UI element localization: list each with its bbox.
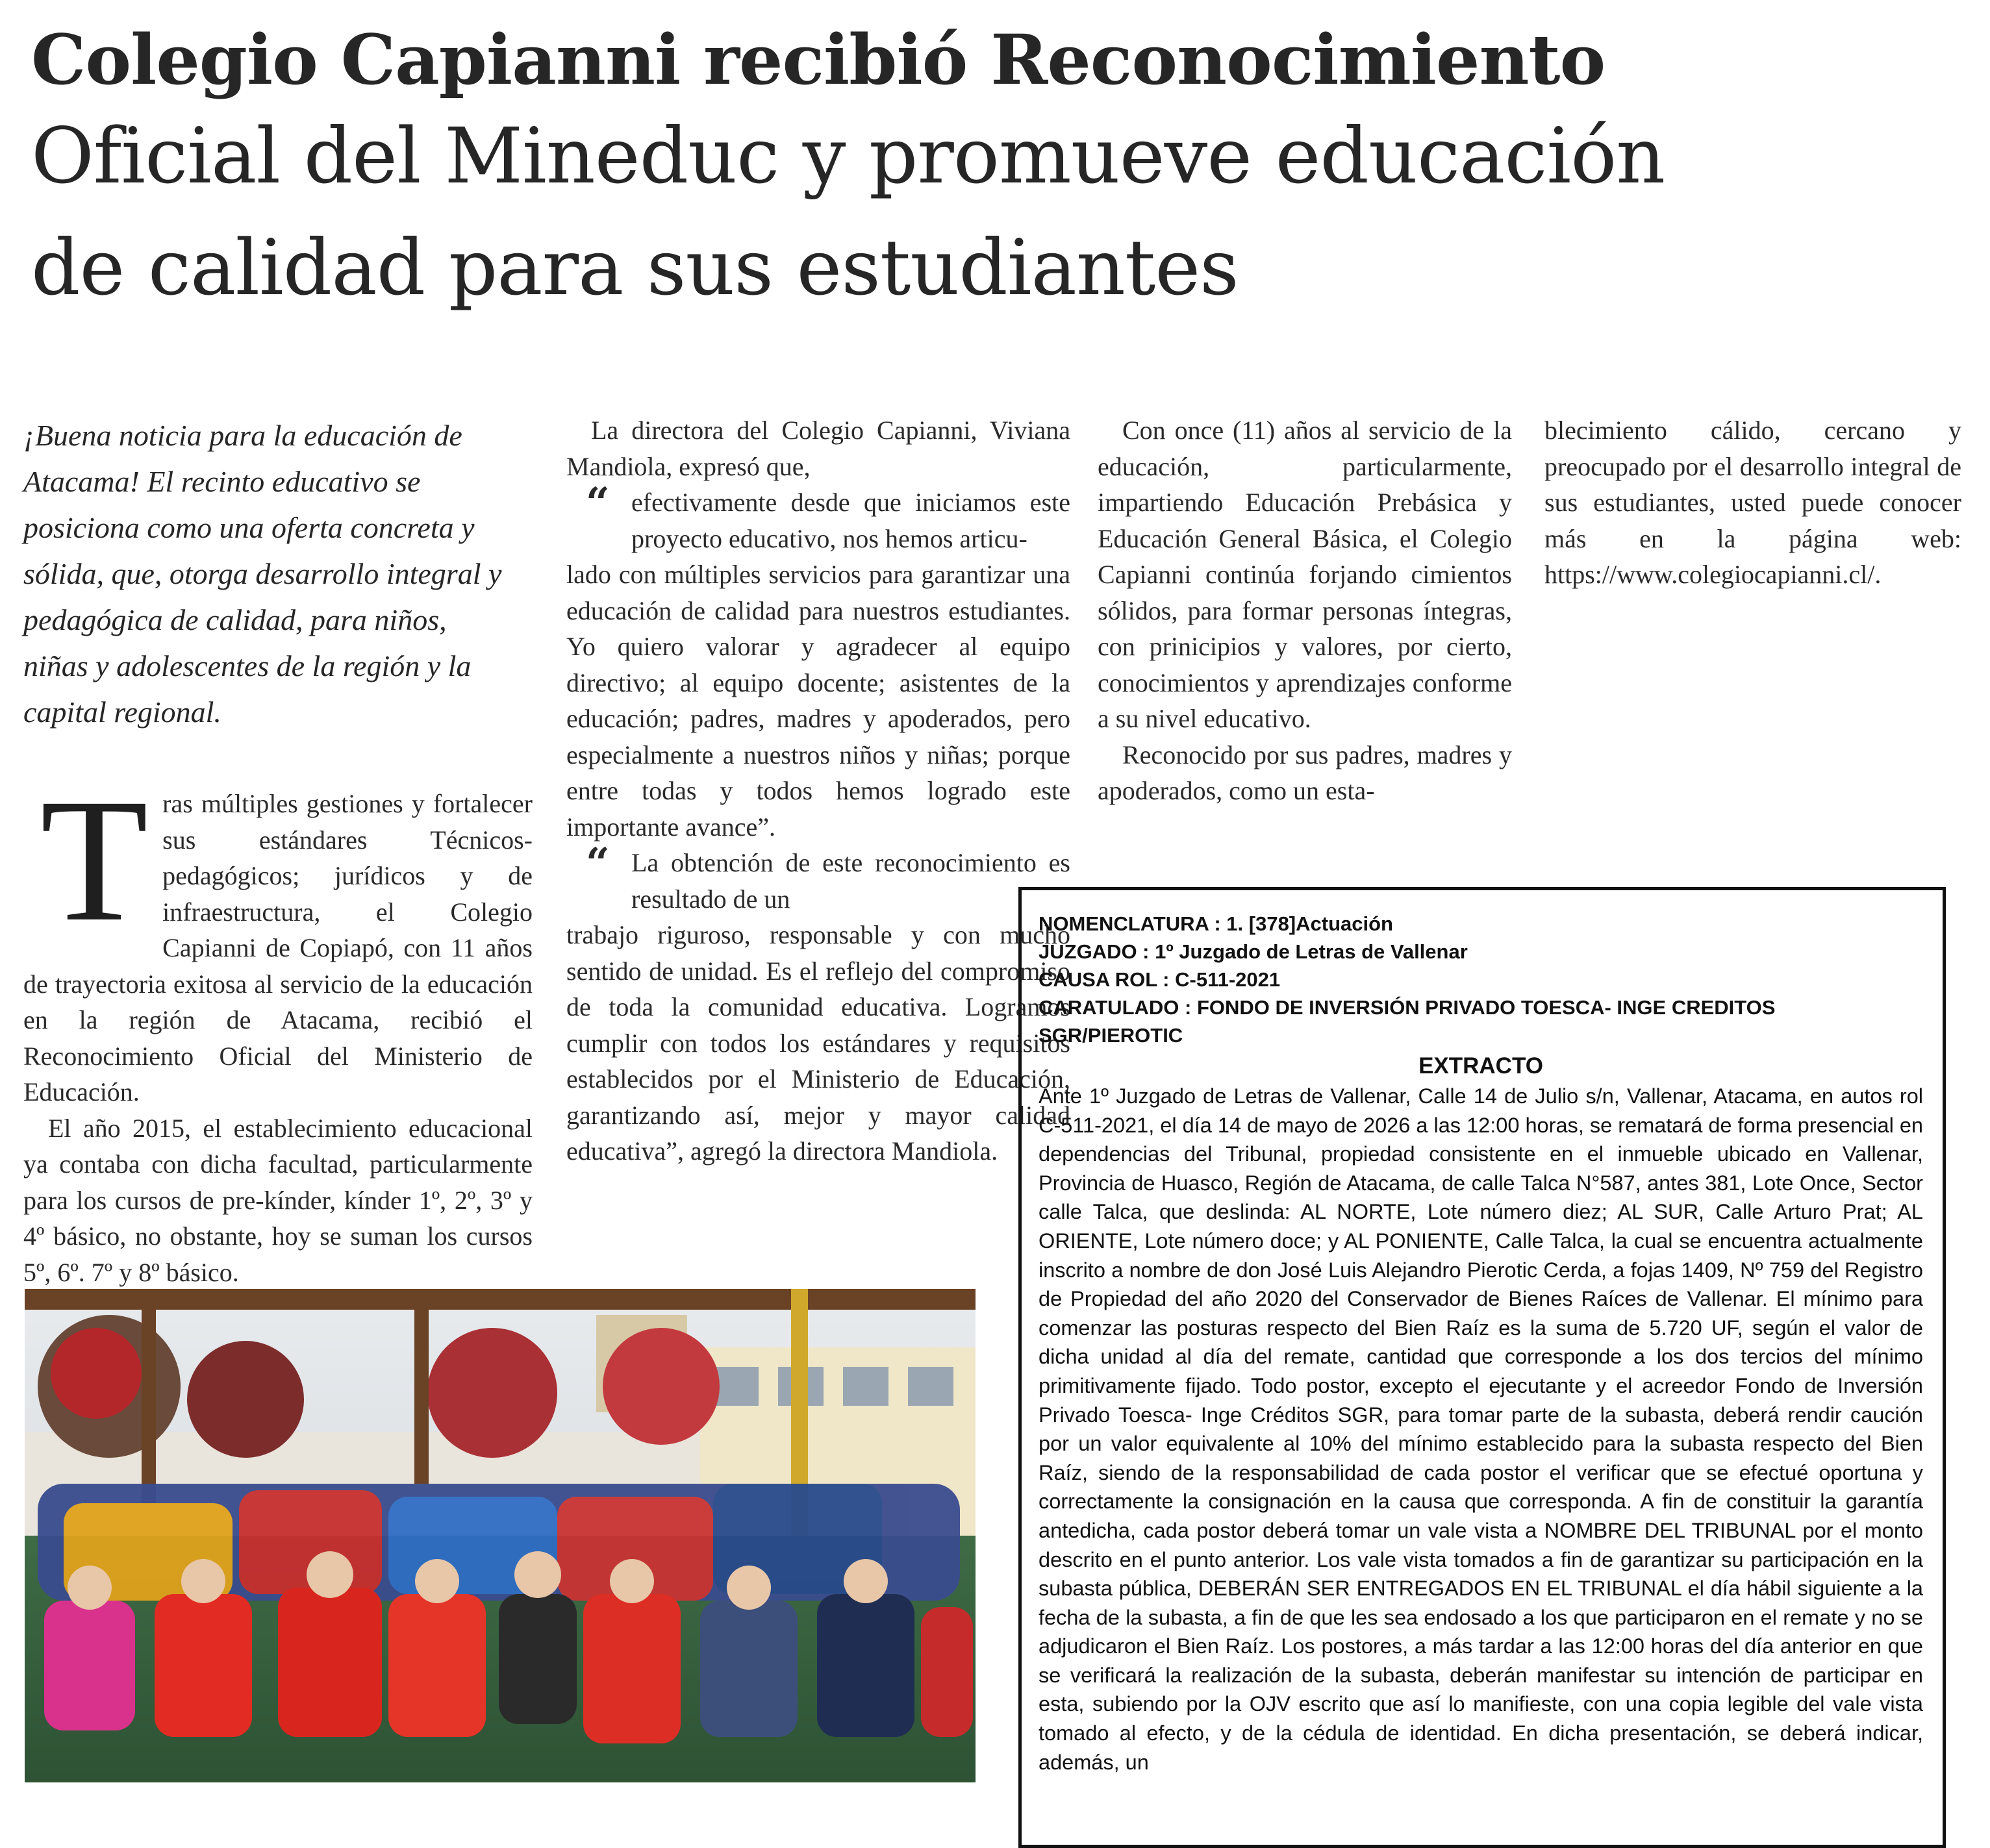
body-paragraph: blecimiento cálido, cercano y preocupado por el desarrollo integral de sus estudiantes, usted puede conocer más en la página web: https://www.colegiocapianni.cl/.: [1544, 416, 1961, 589]
group-photo: [25, 1289, 976, 1782]
legal-caratulado: CARATULADO : FONDO DE INVERSIÓN PRIVADO TOESCA- INGE CREDITOS SGR/PIEROTIC: [1039, 996, 1776, 1047]
headline: [31, 19, 1967, 323]
quote-text: efectivamente desde que iniciamos este proyecto educativo, nos hemos articu-: [631, 488, 1070, 553]
legal-causa: CAUSA ROL : C-511-2021: [1039, 968, 1281, 991]
headline-line-2: Oficial del Mineduc y promueve educación: [31, 111, 1665, 201]
legal-juzgado: JUZGADO : 1º Juzgado de Letras de Vallenar: [1039, 940, 1468, 963]
quote-paragraph: [566, 839, 1070, 917]
lead-text: ¡Buena noticia para la educación de Atacama! El recinto educativo se posiciona como una oferta concreta y sólida, que, otorga desarrollo integral y pedagógica de calidad, para niños, niñas y adolescentes de la región y la capital regional.: [23, 419, 502, 729]
article-column-1: [23, 762, 533, 1290]
legal-title: EXTRACTO: [1418, 1053, 1543, 1079]
quote-text: trabajo riguroso, responsable y con mucho sentido de unidad. Es el reflejo del compromiso de toda la comunidad educativa. Logramos cumplir con todos los estándares y requisitos establecidos por el Ministerio de Educación, garantizando así, mejor y mayor calidad educativa”, agregó la directora Mandiola.: [566, 920, 1070, 1166]
article-column-2: [566, 412, 1070, 1169]
quote-text: La obtención de este reconocimiento es resultado de un: [631, 848, 1070, 914]
drop-cap: T: [40, 762, 149, 958]
body-paragraph: El año 2015, el establecimiento educacional ya contaba con dicha facultad, particularmente para los cursos de pre-kínder, kínder 1º, 2º, 3º y 4º básico, no obstante, hoy se suman los cursos 5º, 6º. 7º y 8º básico.: [23, 1113, 533, 1287]
legal-body: Ante 1º Juzgado de Letras de Vallenar, Calle 14 de Julio s/n, Vallenar, Atacama, en autos rol C-511-2021, el día 14 de mayo de 2026 a las 12:00 horas, se rematará de forma presencial en dependencias del Tribunal, propiedad consistente en el inmueble ubicado en Vallenar, Provincia de Huasco, Región de Atacama, de calle Talca N°587, antes 381, Lote Once, Sector calle Talca, que deslinda: AL NORTE, Lote número diez; AL SUR, Calle Arturo Prat; AL ORIENTE, Lote número doce; y AL PONIENTE, Calle Talca, la cual se encuentra actualmente inscrito a nombre de don José Luis Alejandro Pierotic Cerda, a fojas 1409, Nº 759 del Registro de Propiedad del año 2020 del Conservador de Bienes Raíces de Vallenar. El mínimo para comenzar las posturas respecto del Bien Raíz es la suma de 5.720 UF, según el valor de dicha unidad al día del remate, cantidad que corresponde a los dos tercios del mínimo primitivamente fijado. Todo postor, excepto el ejecutante y el acreedor Fondo de Inversión Privado Toesca- Inge Créditos SGR, para tomar parte de la subasta, deberá rendir caución por un valor equivalente al 10% del mínimo establecido para la subasta respecto del Bien Raíz, siendo de la responsabilidad de cada postor el verificar que se efectué oportuna y correctamente la consignación en la causa que corresponda. A fin de constituir la garantía antedicha, cada postor deberá tomar un vale vista a NOMBRE DEL TRIBUNAL por el monto descrito en el punto anterior. Los vale vista tomados a fin de garantizar su participación en la subasta pública, DEBERÁN SER ENTREGADOS EN EL TRIBUNAL el día hábil siguiente a la fecha de la subasta, a fin de que les sea endosado a los que participaron en el remate y no se adjudicaron el Bien Raíz. Los postores, a más tardar a las 12:00 horas del día anterior en que se verificará la realización de la subasta, deberán manifestar su intención de participar en esta, subiendo por la OJV escrito que así lo manifieste, con una copia legible del vale vista tomado al efecto, y de la cédula de identidad. En dicha presentación, se deberá indicar, además, un: [1039, 1084, 1923, 1774]
legal-nomenclatura: NOMENCLATURA : 1. [378]Actuación: [1039, 912, 1393, 935]
article-column-4: [1544, 412, 1961, 593]
body-paragraph: Reconocido por sus padres, madres y apoderados, como un esta-: [1098, 740, 1512, 805]
body-paragraph: ras múltiples gestiones y fortalecer sus estándares Técnicos-pedagógicos; jurídicos y de infraestructura, el Colegio Capianni de Copiapó, con 11 años de trayectoria exitosa al servicio de la educación en la región de Atacama, recibió el Reconocimiento Oficial del Ministerio de Educación.: [23, 789, 533, 1106]
legal-notice-box: [1018, 887, 1946, 1848]
headline-line-3: de calidad para sus estudiantes: [31, 223, 1239, 312]
article-column-3: [1098, 412, 1512, 809]
quote-text: lado con múltiples servicios para garantizar una educación de calidad para nuestros estudiantes. Yo quiero valorar y agradecer al equipo directivo; al equipo docente; asistentes de la educación; padres, madres y apoderados, pero especialmente a nuestros niños y niñas; porque entre todas y todos hemos logrado este importante avance”.: [566, 560, 1070, 842]
headline-line-1: Colegio Capianni recibió Reconocimiento: [31, 19, 1606, 100]
quote-mark-icon: “: [586, 479, 610, 527]
lead-paragraph: [23, 412, 517, 735]
body-paragraph: La directora del Colegio Capianni, Viviana Mandiola, expresó que,: [566, 416, 1070, 481]
group-photo-icon: [25, 1289, 976, 1782]
quote-mark-icon: “: [586, 839, 610, 888]
body-paragraph: Con once (11) años al servicio de la educación, particularmente, impartiendo Educación Prebásica y Educación General Básica, el Colegio Capianni continúa forjando cimientos sólidos, para formar personas íntegras, con prinicipios y valores, por cierto, conocimientos y aprendizajes conforme a su nivel educativo.: [1098, 416, 1512, 733]
quote-paragraph: [566, 479, 1070, 556]
